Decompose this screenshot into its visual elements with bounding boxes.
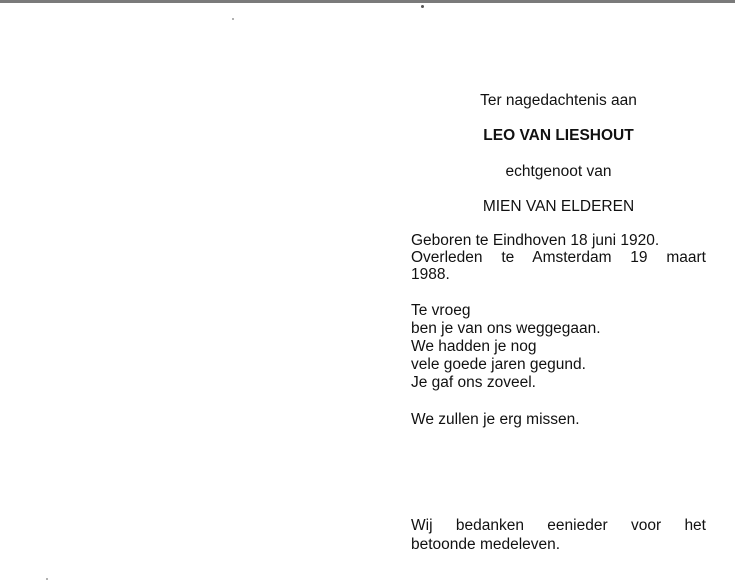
death-line: Overleden te Amsterdam 19 maart (411, 249, 706, 266)
thanks-note (411, 516, 706, 554)
paper-speck (46, 578, 48, 580)
top-edge-rule (0, 0, 735, 3)
memorial-card (411, 92, 706, 428)
thanks-line: Wij bedanken eenieder voor het (411, 517, 706, 534)
paper-speck (421, 5, 424, 8)
birth-line: Geboren te Eindhoven 18 juni 1920. (411, 232, 660, 249)
poem-line: vele goede jaren gegund. (411, 356, 586, 373)
farewell-line: We zullen je erg missen. (411, 411, 580, 428)
paper-speck (232, 18, 234, 20)
death-year-line: 1988. (411, 266, 450, 283)
poem-line: We hadden je nog (411, 338, 537, 355)
poem-line: Je gaf ons zoveel. (411, 374, 536, 391)
relation-line: echtgenoot van (505, 163, 612, 180)
intro-line: Ter nagedachtenis aan (480, 92, 637, 109)
life-dates (411, 232, 706, 283)
spouse-name: MIEN VAN ELDEREN (482, 198, 635, 215)
poem-line: ben je van ons weggegaan. (411, 320, 601, 337)
thanks-line: betoonde medeleven. (411, 536, 561, 553)
poem-line: Te vroeg (411, 302, 471, 319)
poem (411, 302, 706, 392)
deceased-name: LEO VAN LIESHOUT (483, 127, 634, 144)
